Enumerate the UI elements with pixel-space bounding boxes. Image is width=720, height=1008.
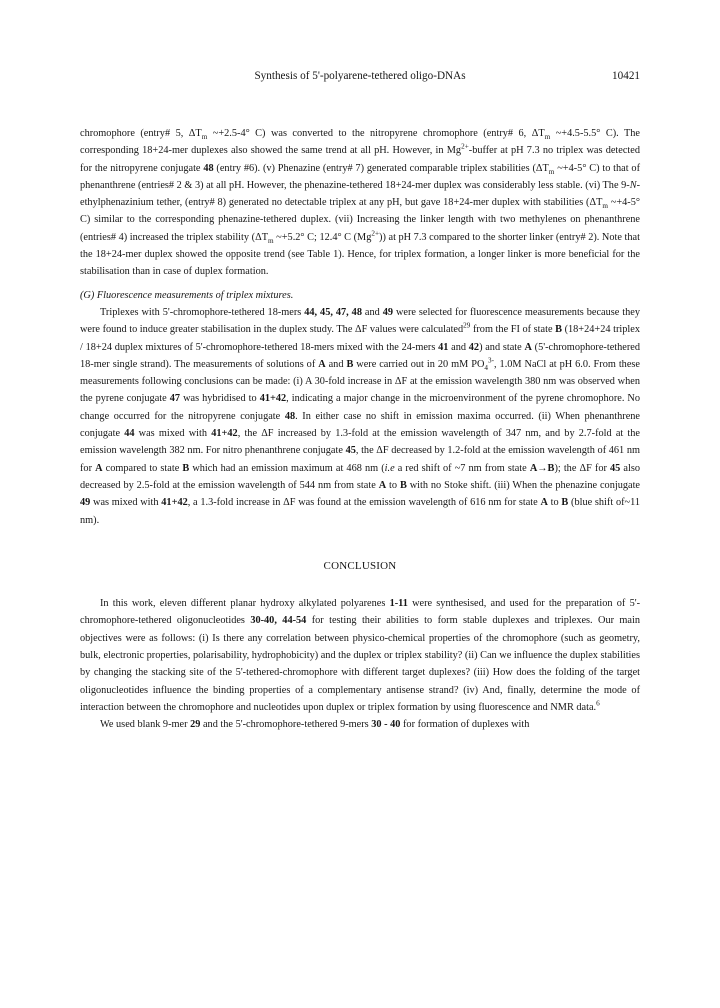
page-number: 10421 [612, 70, 640, 82]
paragraph-conclusion: In this work, eleven different planar hydroxy alkylated polyarenes 1-11 were synthesised, and used for the preparation of 5'-chromophore-tethered oligonucleotides 30-40, 44-54 for testing their abilities to form stable duplexes and triplexes. Our main objectives were as follows: (i) Is there any correlation between physico-chemical properties of the chromophore (such as geometry, bulk, electronic properties, polarisability, hydrophobicity) and the duplex or triplex stability? (ii) Can we influence the duplex stabilities by changing the stacking site of the 5'-tethered-chromophore with different target duplexes? (iii) How does the folding of the target oligonucleotides influence the binding properties of a complementary antisense strand? (iv) And, finally, determine the mode of interaction between the chromophore and nucleotides upon duplex or triplex formation by using fluorescence and NMR data.$^6$ [80, 598, 641, 713]
conclusion-heading: CONCLUSION [323, 559, 397, 572]
paragraph-fluorescence: Triplexes with 5'-chromophore-tethered 18-mers 44, 45, 47, 48 and 49 were selected for fluorescence measurements because they were found to induce greater stabilisation in the duplex study. The ΔF values were calculated$^{29}$ from the FI of state B (18+24+24 triplex / 18+24 duplex mixtures of 5'-chromophore-tethered 18-mers mixed with the 24-mers 41 and 42) and state A (5'-chromophore-tethered 18-mer single strand). The measurements of solutions of A and B were carried out in 20 mM $PO_4^{3-}$, 1.0M NaCl at pH 6.0. From these measurements following conclusions can be made: (i) A 30-fold increase in ΔF at the emission wavelength 380 nm was observed when the pyrene conjugate 47 was hybridised to 41+42, indicating a major change in the microenvironment of the pyrene chromophore. No change occurred for the nitropyrene conjugate 48. In either case no shift in emission maxima occurred. (ii) When phenanthrene conjugate 44 was mixed with 41+42, the ΔF increased by 1.3-fold at the emission wavelength of 347 nm, and by 2.7-fold at the emission wavelength 382 nm. For nitro phenanthrene conjugate 45, the ΔF decreased by 1.2-fold at the emission wavelength of 461 nm for A compared to state B which had an emission maximum at 468 nm (i.e a red shift of ~7 nm from state A→B); the ΔF for 45 also decreased by 2.5-fold at the emission wavelength of 544 nm from state A to B with no Stoke shift. (iii) When the phenazine conjugate 49 was mixed with 41+42, a 1.3-fold increase in ΔF was found at the emission wavelength of 616 nm for state A to B (blue shift of~11 nm). [80, 306, 641, 526]
paragraph-duplex-intro: We used blank 9-mer 29 and the 5'-chromophore-tethered 9-mers 30 - 40 for formation of duplexes with [100, 719, 530, 731]
section-heading-fluorescence: (G) Fluorescence measurements of triplex mixtures. [80, 289, 294, 301]
body-text [80, 125, 640, 734]
page-header [80, 70, 640, 86]
running-title: Synthesis of 5'-polyarene-tethered oligo-DNAs [254, 70, 466, 82]
paragraph-triplex-results: chromophore (entry# 5, $\Delta T_m$ ~+2.5-4° C) was converted to the nitropyrene chromophore (entry# 6, $\Delta T_m$ ~+4.5-5.5° C). The corresponding 18+24-mer duplexes also showed the same trend at all pH. However, in $Mg^{2+}$-buffer at pH 7.3 no triplex was detected for the nitropyrene conjugate 48 (entry #6). (v) Phenazine (entry# 7) generated comparable triplex stabilities ($\Delta T_m$ ~+4-5° C) to that of phenanthrene (entries# 2 & 3) at all pH. However, the phenazine-tethered 18+24-mer duplex was considerably less stable. (vi) The 9-N-ethylphenazinium tether, (entry# 8) generated no detectable triplex at any pH, but gave 18+24-mer duplex with stabilities ($\Delta T_m$ ~+4-5° C) similar to the corresponding phenazine-tethered duplex. (vii) Increasing the linker length with two methylenes on phenanthrene (entries# 4) increased the triplex stability ($\Delta T_m$ ~+5.2° C; 12.4° C $(Mg^{2+})$) at pH 7.3 compared to the shorter linker (entry# 2). Note that the 18+24-mer duplex showed the opposite trend (see Table 1). Hence, for triplex formation, a longer linker is more beneficial for the stabilisation than in case of duplex formation. [80, 128, 641, 278]
